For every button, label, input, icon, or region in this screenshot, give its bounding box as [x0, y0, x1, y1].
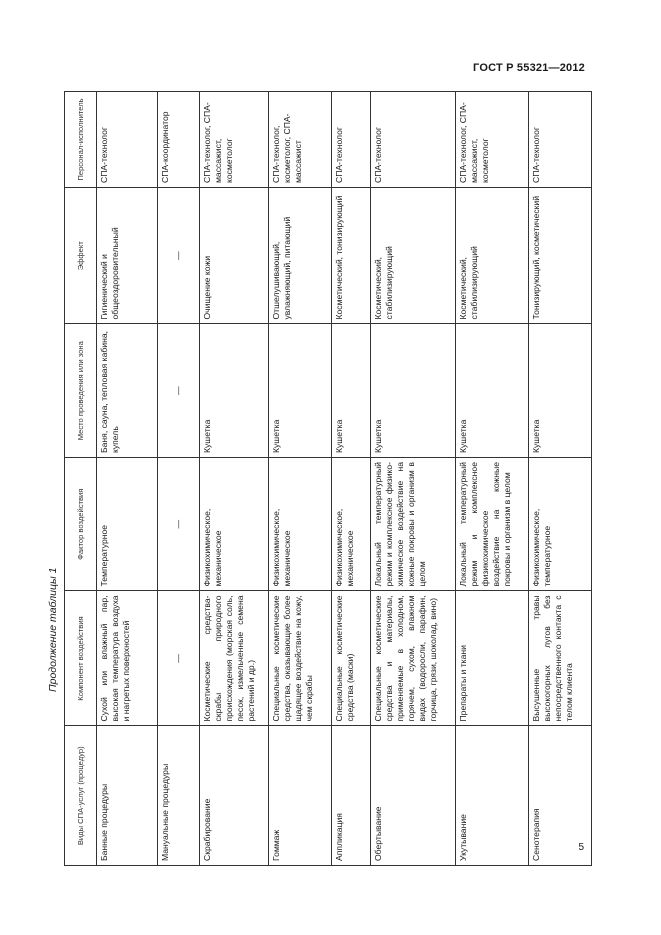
- cell-factor: Физикохимическое, механическое: [200, 458, 269, 592]
- table-row: [97, 92, 158, 866]
- cell-place: Кушетка: [200, 324, 269, 458]
- page-number: 5: [578, 842, 584, 853]
- cell-factor: Физикохимическое, механическое: [332, 458, 371, 592]
- table-row: [529, 92, 592, 866]
- cell-factor: Локальный температурный режим и комплексное физикохимическое воздействие на кожные покровы и организм в целом: [456, 458, 529, 592]
- cell-staff: СПА-технолог: [371, 92, 456, 188]
- cell-component: Препараты и ткани: [456, 591, 529, 726]
- cell-effect: Косметический, стабилизирующий: [371, 188, 456, 325]
- cell-component: Косметические средства-скрабы природного происхождения (морская соль, песок, измельченные семена растений и др.): [200, 591, 269, 726]
- cell-place: —: [158, 324, 200, 458]
- table-row: [269, 92, 332, 866]
- cell-factor: —: [158, 458, 200, 592]
- cell-service: Сенотерапия: [529, 726, 592, 866]
- table-row: [332, 92, 371, 866]
- header-place: Место проведения или зона: [65, 324, 97, 458]
- cell-effect: Гигиенический и общеоздоровительный: [97, 188, 158, 325]
- cell-place: Кушетка: [269, 324, 332, 458]
- cell-component: Специальные косметические средства (маски): [332, 591, 371, 726]
- cell-effect: —: [158, 188, 200, 325]
- cell-component: Сухой или влажный пар, высокая температура воздуха и нагретых поверхностей: [97, 591, 158, 726]
- cell-staff: СПА-технолог: [529, 92, 592, 188]
- cell-service: Обертывание: [371, 726, 456, 866]
- table-header-row: [65, 92, 97, 866]
- cell-place: Кушетка: [456, 324, 529, 458]
- cell-service: Банные процедуры: [97, 726, 158, 866]
- cell-service: Скрабирование: [200, 726, 269, 866]
- cell-component: Специальные косметические средства, оказывающие более щадящее воздействие на кожу, чем скрабы: [269, 591, 332, 726]
- cell-staff: СПА-координатор: [158, 92, 200, 188]
- cell-component: Высушенные травы высокогорных лугов без непосредственного контакта с телом клиента: [529, 591, 592, 726]
- table-row: [371, 92, 456, 866]
- table-row: [158, 92, 200, 866]
- cell-factor: Физикохимическое, механическое: [269, 458, 332, 592]
- header-service: Виды СПА-услуг (процедур): [65, 726, 97, 866]
- cell-staff: СПА-технолог, СПА-массажист, косметолог: [200, 92, 269, 188]
- cell-staff: СПА-технолог: [97, 92, 158, 188]
- rotated-table-wrapper: [64, 91, 580, 866]
- cell-component: —: [158, 591, 200, 726]
- header-component: Компонент воздействия: [65, 591, 97, 726]
- cell-place: Кушетка: [529, 324, 592, 458]
- cell-factor: Физикохимическое, температурное: [529, 458, 592, 592]
- cell-factor: Температурное: [97, 458, 158, 592]
- cell-service: Аппликация: [332, 726, 371, 866]
- header-effect: Эффект: [65, 188, 97, 325]
- cell-place: Кушетка: [371, 324, 456, 458]
- cell-staff: СПА-технолог: [332, 92, 371, 188]
- cell-service: Гоммаж: [269, 726, 332, 866]
- cell-place: Баня, сауна, тепловая кабина, купель: [97, 324, 158, 458]
- header-staff: Персонал-исполнитель: [65, 92, 97, 188]
- cell-service: Мануальные процедуры: [158, 726, 200, 866]
- cell-effect: Тонизирующий, косметический: [529, 188, 592, 325]
- cell-staff: СПА-технолог, косметолог, СПА-массажист: [269, 92, 332, 188]
- table-caption: Продолжение таблицы 1: [47, 567, 59, 692]
- cell-place: Кушетка: [332, 324, 371, 458]
- cell-component: Специальные косметические средства и материалы, применяемые в холодном, горячем, сухом, влажном видах (водоросли, парафин, горчица, грязи, шоколад, вино): [371, 591, 456, 726]
- cell-effect: Косметический, стабилизирующий: [456, 188, 529, 325]
- spa-services-table: [64, 91, 592, 866]
- table-row: [456, 92, 529, 866]
- table-row: [200, 92, 269, 866]
- cell-staff: СПА-технолог, СПА-массажист, косметолог: [456, 92, 529, 188]
- cell-effect: Отшелушивающий, увлажняющий, питающий: [269, 188, 332, 325]
- cell-factor: Локальный температурный режим и комплексное физико-химическое воздействие на кожные покровы и организм в целом: [371, 458, 456, 592]
- cell-effect: Очищение кожи: [200, 188, 269, 325]
- header-factor: Фактор воздействия: [65, 458, 97, 592]
- cell-effect: Косметический, тонизирующий: [332, 188, 371, 325]
- cell-service: Укутывание: [456, 726, 529, 866]
- standard-designation: ГОСТ Р 55321—2012: [473, 62, 585, 74]
